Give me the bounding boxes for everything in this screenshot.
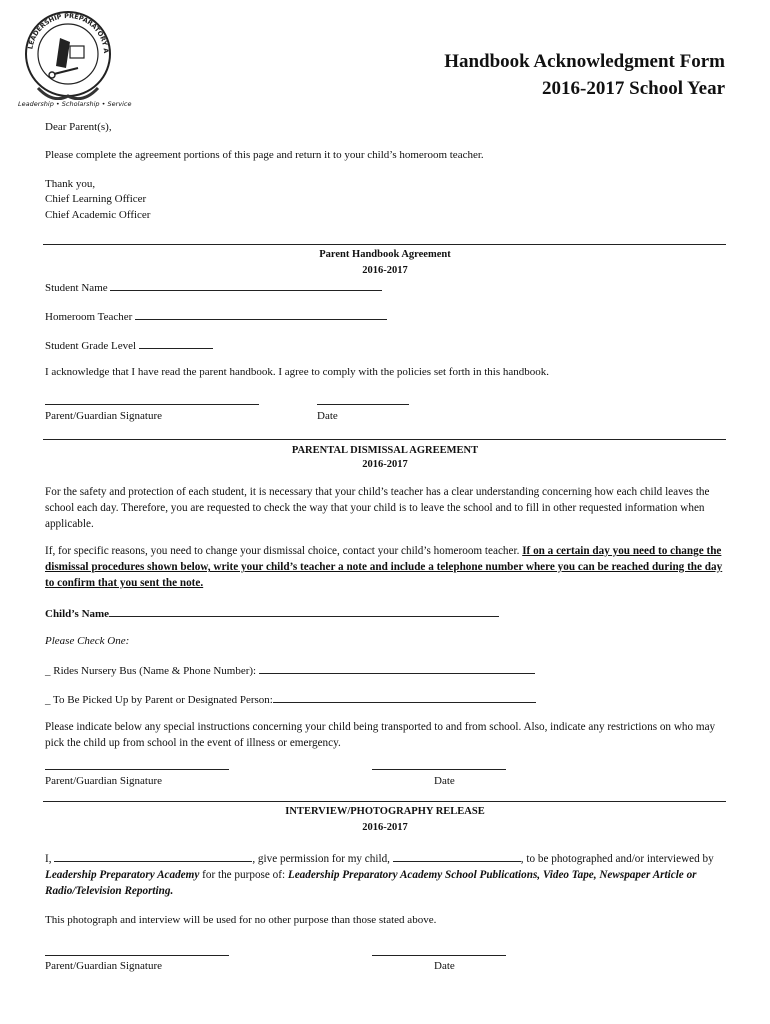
acknowledge-text: I acknowledge that I have read the parent handbook. I agree to comply with the policies set forth in this handbook. (45, 366, 550, 378)
nursery-bus-field[interactable] (259, 662, 535, 674)
parent-name-field[interactable] (54, 850, 252, 862)
page-subtitle: 2016-2017 School Year (542, 78, 725, 99)
school-seal-icon (18, 8, 132, 112)
check-one-label: Please Check One: (45, 635, 130, 647)
dismissal-heading: PARENTAL DISMISSAL AGREEMENT (291, 445, 479, 456)
release-paragraph (45, 850, 725, 899)
dismissal-date-line[interactable] (372, 769, 506, 770)
grade-field[interactable] (139, 337, 213, 349)
grade-row (45, 337, 213, 353)
release-statement: This photograph and interview will be used for no other purpose than those stated above. (45, 914, 437, 926)
divider (43, 801, 726, 802)
change-note-plain: If, for specific reasons, you need to change your dismissal choice, contact your child’s homeroom teacher. (45, 545, 520, 557)
release-signature-label: Parent/Guardian Signature (45, 960, 162, 972)
homeroom-row (45, 308, 387, 324)
option-nursery-bus-row (45, 662, 535, 678)
homeroom-label: Homeroom Teacher (45, 311, 133, 323)
dismissal-intro: For the safety and protection of each student, it is necessary that your child’s teacher has a clear understanding concerning how each child leaves the school each day. Therefore, you are requested to check the way that your child is to leave the school and to fill in other requested information when applicable. (45, 486, 710, 530)
release-heading: INTERVIEW/PHOTOGRAPHY RELEASE (285, 806, 485, 817)
page-title: Handbook Acknowledgment Form (444, 51, 725, 72)
release-year: 2016-2017 (362, 822, 408, 833)
release-date-label: Date (434, 960, 455, 972)
option-pickup-row (45, 691, 536, 707)
release-start: I, (45, 853, 52, 865)
release-purposes-list: Leadership Preparatory Academy School Publications, Video Tape, Newspaper Article or Radio/Television Reporting. (45, 869, 697, 897)
student-name-label: Student Name (45, 282, 108, 294)
student-name-field[interactable] (110, 279, 382, 291)
release-mid: , give permission for my child, (252, 853, 390, 865)
release-purpose: for the purpose of: (202, 869, 286, 881)
homeroom-field[interactable] (135, 308, 387, 320)
school-logo (18, 8, 132, 112)
handbook-year: 2016-2017 (362, 265, 408, 276)
handbook-date-line[interactable] (317, 404, 409, 405)
letter-body: Please complete the agreement portions of this page and return it to your child’s homeroom teacher. (45, 149, 484, 161)
dismissal-year: 2016-2017 (362, 459, 408, 470)
divider (43, 439, 726, 440)
release-after: , to be photographed and/or interviewed by (520, 853, 714, 865)
logo-motto: Leadership • Scholarship • Service (18, 100, 132, 108)
handbook-signature-label: Parent/Guardian Signature (45, 410, 162, 422)
child-name-field[interactable] (109, 605, 499, 617)
release-signature-line[interactable] (45, 955, 229, 956)
divider (43, 244, 726, 245)
child-release-field[interactable] (393, 850, 521, 862)
dismissal-signature-line[interactable] (45, 769, 229, 770)
release-date-line[interactable] (372, 955, 506, 956)
special-instructions-text: Please indicate below any special instructions concerning your child being transported to and from school. Also, indicate any restrictions on who may pick the child up from school in the event of illness or emergency. (45, 721, 716, 749)
dismissal-signature-label: Parent/Guardian Signature (45, 775, 162, 787)
grade-label: Student Grade Level (45, 340, 137, 352)
handbook-signature-line[interactable] (45, 404, 259, 405)
dismissal-change-note (45, 543, 725, 591)
signer-learning: Chief Learning Officer (45, 193, 147, 205)
change-note-emphasis: If on a certain day you need to change the dismissal procedures shown below, write your child’s teacher a note and include a telephone number where you can be reached during the day to confirm that you sent the note. (45, 545, 723, 589)
salutation: Dear Parent(s), (45, 121, 112, 133)
option-pickup[interactable]: _ To Be Picked Up by Parent or Designated Person: (45, 694, 273, 706)
handbook-heading: Parent Handbook Agreement (319, 249, 451, 260)
child-name-label: Child’s Name (45, 608, 110, 620)
dismissal-date-label: Date (434, 775, 455, 787)
letter-closing: Thank you, (45, 178, 96, 190)
handbook-date-label: Date (317, 410, 338, 422)
pickup-field[interactable] (273, 691, 536, 703)
logo-ring-text: LEADERSHIP PREPARATORY A (26, 11, 111, 54)
option-nursery-bus[interactable]: _ Rides Nursery Bus (Name & Phone Number): (45, 665, 257, 677)
student-name-row (45, 279, 382, 295)
signer-academic: Chief Academic Officer (45, 209, 151, 221)
release-school: Leadership Preparatory Academy (45, 869, 200, 881)
child-name-row (45, 605, 499, 621)
